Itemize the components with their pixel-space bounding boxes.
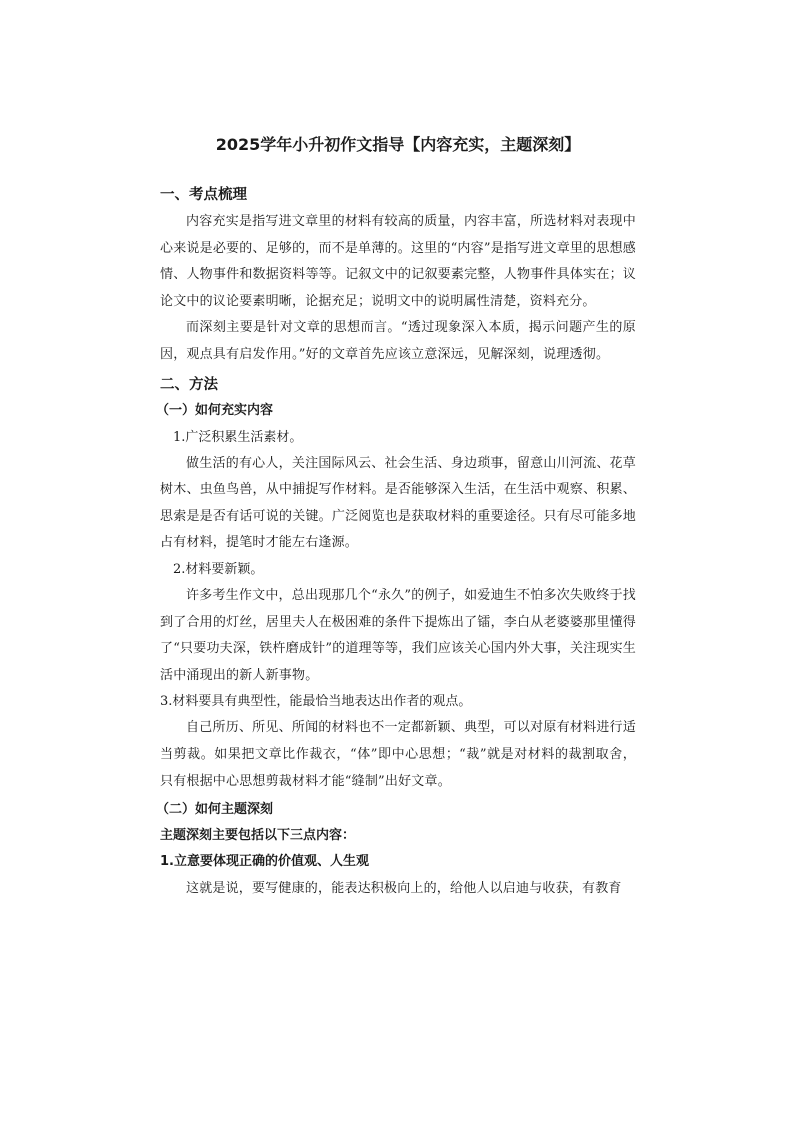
paragraph-content-definition: 内容充实是指写进文章里的材料有较高的质量，内容丰富，所选材料对表现中心来说是必要的、足够的，而不是单薄的。这里的“内容”是指写进文章里的思想感情、人物事件和数据资料等等。记叙文中的记叙要素完整，人物事件具体实在；议论文中的议论要素明晰，论据充足；说明文中的说明属性清楚，资料充分。 (160, 214, 636, 309)
deep-theme-point-values: 1.立意要体现正确的价值观、人生观 (160, 854, 369, 870)
paragraph-novel-material: 许多考生作文中，总出现那几个“永久”的例子，如爱迪生不怕多次失败终于找到了合用的灯丝，居里夫人在极困难的条件下提炼出了镭，李白从老婆婆那里懂得了“只要功夫深，铁杵磨成针”的道理等等，我们应该关心国内外大事，关注现实生活中涌现出的新人新事物。 (160, 587, 636, 683)
paragraph-depth-definition: 而深刻主要是针对文章的思想而言。“透过现象深入本质，揭示问题产生的原因，观点具有启发作用。”好的文章首先应该立意深远，见解深刻，说理透彻。 (160, 320, 636, 362)
section-heading-key-points: 一、考点梳理 (160, 187, 247, 203)
paragraph-deep-theme-values: 这就是说，要写健康的，能表达积极向上的，给他人以启迪与收获，有教育 (186, 881, 622, 897)
subsection-heading-deep-theme: （二）如何主题深刻 (156, 802, 274, 818)
list-item-typical-material: 3.材料要具有典型性，能最恰当地表达出作者的观点。 (160, 694, 472, 710)
list-item-accumulate-material: 1.广泛积累生活素材。 (173, 429, 303, 445)
paragraph-typical-material: 自己所历、所见、所闻的材料也不一定都新颖、典型，可以对原有材料进行适当剪裁。如果把文章比作裁衣，“体”即中心思想；“裁”就是对材料的裁割取舍，只有根据中心思想剪裁材料才能“缝制”出好文章。 (160, 720, 636, 789)
document-title: 2025学年小升初作文指导【内容充实，主题深刻】 (215, 135, 581, 154)
deep-theme-intro: 主题深刻主要包括以下三点内容： (160, 828, 356, 844)
section-heading-methods: 二、方法 (160, 376, 218, 393)
paragraph-accumulate-material: 做生活的有心人，关注国际风云、社会生活、身边琐事，留意山川河流、花草树木、虫鱼鸟兽，从中捕捉写作材料。是否能够深入生活，在生活中观察、积累、思索是是否有话可说的关键。广泛阅览也是获取材料的重要途径。只有尽可能多地占有材料，提笔时才能左右逢源。 (160, 455, 636, 551)
list-item-novel-material: 2.材料要新颖。 (173, 561, 264, 577)
document-page (156, 132, 636, 903)
subsection-heading-enrich-content: （一）如何充实内容 (156, 402, 274, 418)
